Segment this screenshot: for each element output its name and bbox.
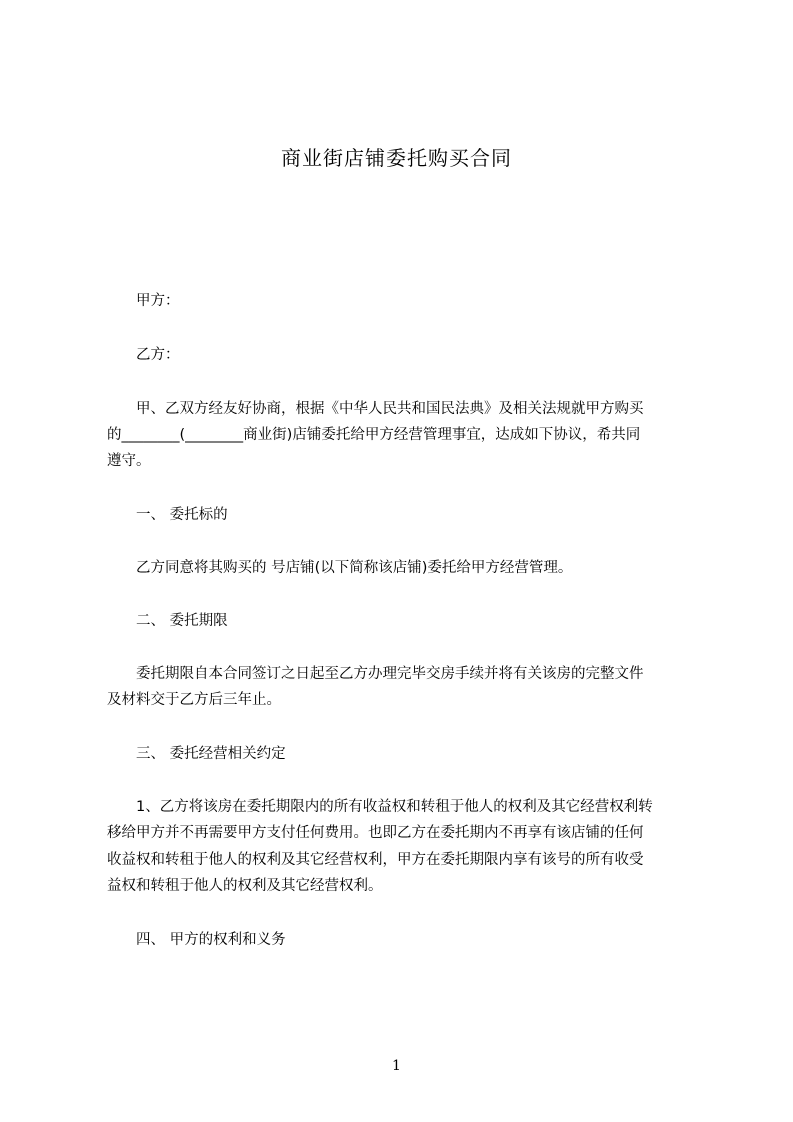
section-1-heading: 一、 委托标的 (136, 507, 228, 523)
section-3-line-3: 收益权和转租于他人的权利及其它经营权利，甲方在委托期限内享有该号的所有收受 (107, 852, 644, 868)
contract-title: 商业街店铺委托购买合同 (281, 146, 512, 170)
intro-line-3: 遵守。 (107, 453, 151, 469)
section-4-heading: 四、 甲方的权利和义务 (136, 932, 286, 948)
section-3-line-2: 移给甲方并不再需要甲方支付任何费用。也即乙方在委托期内不再享有该店铺的任何 (107, 825, 644, 841)
section-1-line-1: 乙方同意将其购买的 号店铺(以下简称该店铺)委托给甲方经营管理。 (136, 560, 573, 576)
party-b-label: 乙方： (136, 347, 180, 363)
section-3-line-1: 1、乙方将该房在委托期限内的所有收益权和转租于他人的权利及其它经营权利转 (136, 799, 653, 815)
party-a-label: 甲方： (136, 293, 180, 309)
intro-line-1: 甲、乙双方经友好协商，根据《中华人民共和国民法典》及相关法规就甲方购买 (136, 401, 644, 417)
section-3-heading: 三、 委托经营相关约定 (136, 746, 286, 762)
section-2-line-2: 及材料交于乙方后三年止。 (107, 692, 281, 708)
section-2-heading: 二、 委托期限 (136, 613, 228, 629)
page-number: 1 (392, 1058, 401, 1074)
section-3-line-4: 益权和转租于他人的权利及其它经营权利。 (107, 878, 383, 894)
intro-line-2: 的________(________商业街)店铺委托给甲方经营管理事宜，达成如下协议，希共同 (107, 427, 641, 443)
section-2-line-1: 委托期限自本合同签订之日起至乙方办理完毕交房手续并将有关该房的完整文件 (136, 666, 644, 682)
